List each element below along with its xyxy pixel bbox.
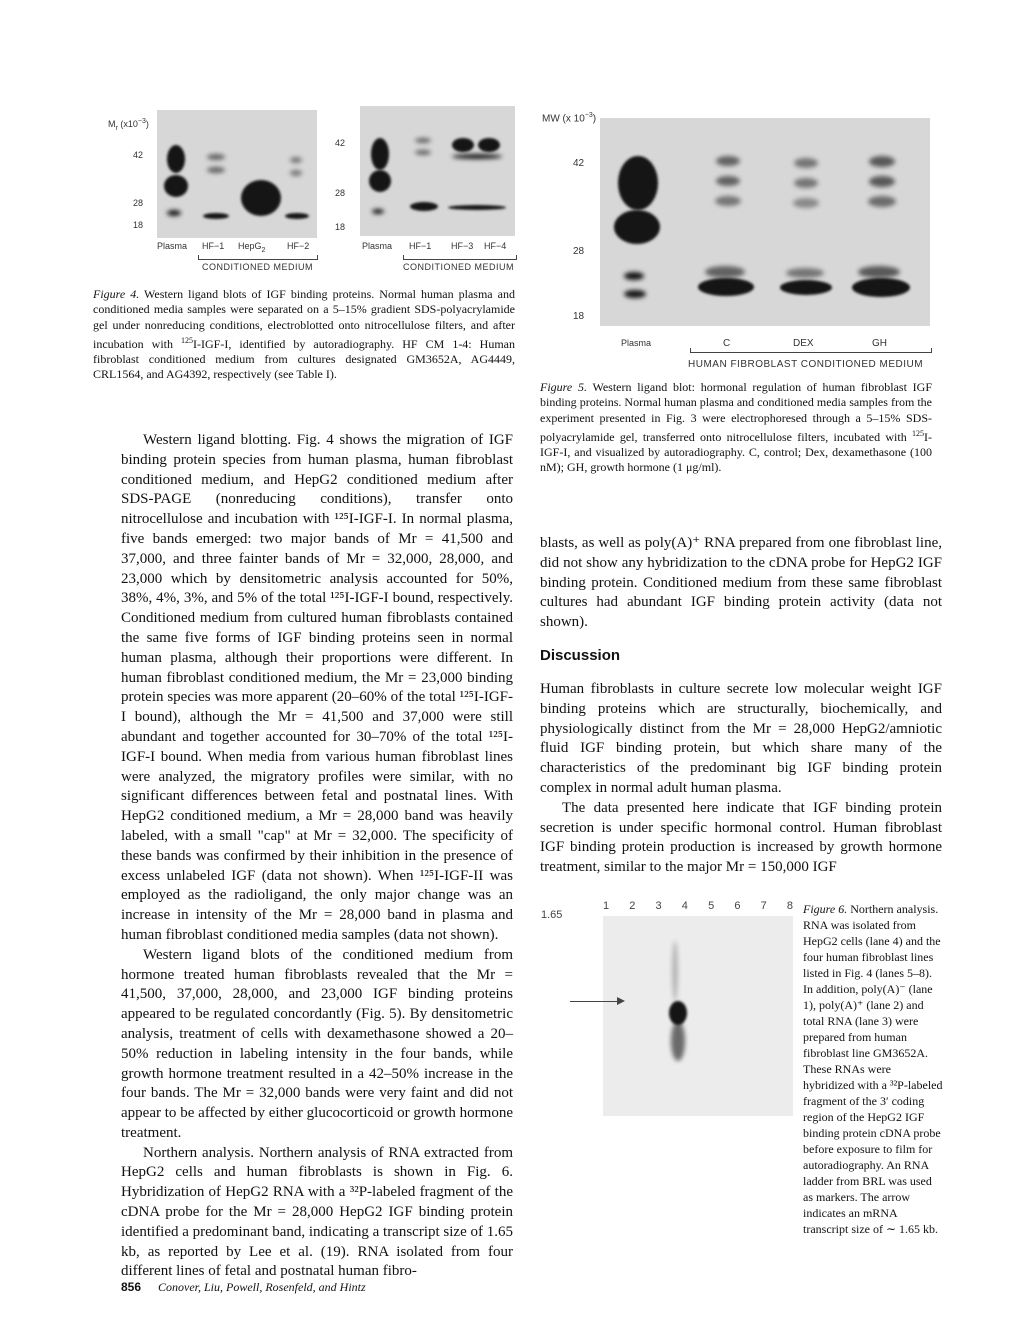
fig5-group-label: HUMAN FIBROBLAST CONDITIONED MEDIUM bbox=[688, 359, 924, 370]
fig6-lane-numbers bbox=[603, 900, 793, 912]
fig4-y-axis-label: $M_r$ $(x10^{-3})$ bbox=[108, 118, 149, 132]
fig4-gel-panel-b bbox=[360, 106, 515, 236]
fig6-lane-8: 8 bbox=[786, 900, 793, 912]
fig4b-lane-hf3: HF−3 bbox=[451, 241, 474, 251]
fig4b-lane-plasma: Plasma bbox=[362, 241, 393, 251]
fig6-marker-arrow-icon bbox=[617, 997, 625, 1005]
left-column-text bbox=[121, 431, 513, 1282]
fig5-lane-dex: DEX bbox=[793, 338, 814, 349]
fig5-y-axis-label: MW (x $10^{-3}$) bbox=[542, 112, 597, 125]
fig4b-bracket bbox=[403, 255, 517, 260]
fig5-gel bbox=[600, 118, 930, 326]
fig4b-tick-18: 18 bbox=[335, 222, 346, 232]
fig5-lane-gh: GH bbox=[872, 338, 887, 349]
fig5-tick-42: 42 bbox=[573, 158, 585, 169]
fig6-marker-arrow-line bbox=[570, 1001, 620, 1002]
paragraph-hormone-treated: Western ligand blots of the conditioned medium from hormone treated human fibroblasts revealed that the Mr = 41,500, 37,000, 28,000, and 23,000 IGF binding proteins appeared to be regulated concordantly (Fig. 5). By densitometric analysis, treatment of cells with dexamethasone showed a 20–50% reduction in labeling intensity in the four bands, while growth hormone treatment resulted in a 42–50% increase in the four bands. The Mr = 32,000 bands were very faint and did not appear to be affected by either glucocorticoid or growth hormone treatment. bbox=[121, 946, 513, 1141]
paragraph-northern-analysis: Northern analysis. Northern analysis of RNA extracted from HepG2 cells and human fibroblasts is shown in Fig. 6. Hybridization of HepG2 RNA with a ³²P-labeled fragment of the cDNA probe for the Mr = 28,000 HepG2 IGF binding protein identified a predominant band, indicating a transcript size of 1.65 kb, as reported by Lee et al. (19). RNA isolated from four different lines of fetal and postnatal human fibro- bbox=[121, 1144, 513, 1280]
fig5-lane-c: C bbox=[723, 338, 731, 349]
fig5-tick-28: 28 bbox=[573, 246, 585, 257]
paragraph-discussion-2: The data presented here indicate that IGF binding protein secretion is under specific hormonal control. Human fibroblast IGF binding protein production is increased by growth hormone treatment, similar to the major Mr = 150,000 IGF bbox=[540, 799, 942, 876]
fig4b-group-label: CONDITIONED MEDIUM bbox=[403, 262, 514, 272]
fig4b-tick-28: 28 bbox=[335, 188, 346, 198]
fig4-caption: Figure 4. Western ligand blots of IGF binding proteins. Normal human plasma and conditioned media samples were separated on a 5–15% gradient SDS-polyacrylamide gel under nonreducing conditions, electroblotted onto nitrocellulose filters, and after incubation with $^{125}$I-IGF-I, identified by autoradiography. HF CM 1-4: Human fibroblast conditioned medium from cultures designated GM3652A, AG4449, CRL1564, and AG4392, respectively (see Table I). bbox=[93, 287, 515, 382]
heading-discussion: Discussion bbox=[540, 647, 621, 664]
fig6-gel bbox=[603, 916, 793, 1116]
fig4b-tick-42: 42 bbox=[335, 138, 346, 148]
fig4a-group-label: CONDITIONED MEDIUM bbox=[202, 262, 313, 272]
fig4a-lane-hf2: HF−2 bbox=[287, 241, 310, 251]
fig4-gel-panel-a bbox=[157, 110, 317, 238]
fig4b-lane-hf1: HF−1 bbox=[409, 241, 432, 251]
fig5-lane-plasma: Plasma bbox=[621, 338, 652, 348]
paragraph-western-ligand-blotting: Western ligand blotting. Fig. 4 shows the migration of IGF binding protein species from human plasma, human fibroblast conditioned medium, and HepG2 conditioned medium after SDS-PAGE (nonreducing conditions), transfer onto nitrocellulose and incubation with ¹²⁵I-IGF-I. In normal plasma, five bands emerged: two major bands of Mr = 41,500 and 37,000, and three fainter bands of Mr = 32,000, 28,000, and 23,000 which by densitometric analysis accounted for 50%, 38%, 4%, 3%, and 5% of the total ¹²⁵I-IGF-I bound, respectively. Conditioned medium from cultured human fibroblasts contained the same five forms of IGF binding proteins seen in normal human plasma, although their proportions were different. In human fibroblast conditioned medium, the Mr = 23,000 binding protein species was more apparent (20–60% of the total ¹²⁵I-IGF-I bound), although the Mr = 41,500 and 37,000 were still abundant and together accounted for 30–70% of the total ¹²⁵I-IGF-I bound. When media from various human fibroblast lines were analyzed, the migratory profiles were similar, with no significant differences between fetal and postnatal lines. With HepG2 conditioned medium, a Mr = 28,000 band was heavily labeled, with a small "cap" at Mr = 32,000. The specificity of these bands was confirmed by their inhibition in the presence of excess unlabeled IGF (data not shown). When ¹²⁵I-IGF-II was employed as the radioligand, the only major change was an increase in intensity of the Mr = 28,000 band in plasma and human fibroblast conditioned media samples (data not shown). bbox=[121, 432, 513, 943]
paragraph-discussion-1: Human fibroblasts in culture secrete low molecular weight IGF binding proteins which are structurally, biochemically, and physiologically distinct from the Mr = 28,000 HepG2/amniotic fluid IGF binding protein, but which share many of the characteristics of the predominant big IGF binding protein complex in normal adult human plasma. bbox=[540, 681, 942, 796]
fig5-bracket bbox=[690, 348, 932, 353]
fig4a-lane-plasma: Plasma bbox=[157, 241, 188, 251]
fig4b-lane-hf4: HF−4 bbox=[484, 241, 507, 251]
running-authors: Conover, Liu, Powell, Rosenfeld, and Hintz bbox=[158, 1280, 366, 1294]
fig6-lane-4: 4 bbox=[681, 900, 688, 912]
fig6-lane-7: 7 bbox=[760, 900, 767, 912]
fig6-marker-label: 1.65 bbox=[541, 909, 563, 921]
fig6-lane-3: 3 bbox=[655, 900, 662, 912]
fig6-lane-1: 1 bbox=[603, 900, 610, 912]
fig5-caption: Figure 5. Western ligand blot: hormonal regulation of human fibroblast IGF binding proteins. Normal human plasma and conditioned media samples from the experiment presented in Fig. 3 were electrophoresed through a 5–15% SDS-polyacrylamide gel, transferred onto nitrocellulose filters, incubated with $^{125}$I-IGF-I, and visualized by autoradiography. C, control; Dex, dexamethasone (100 nM); GH, growth hormone (1 μg/ml). bbox=[540, 380, 932, 475]
fig4a-lane-hf1: HF−1 bbox=[202, 241, 225, 251]
fig6-caption: Figure 6. Northern analysis. RNA was isolated from HepG2 cells (lane 4) and the four human fibroblast lines listed in Fig. 4 (lanes 5–8). In addition, poly(A)⁻ (lane 1), poly(A)⁺ (lane 2) and total RNA (lane 3) were prepared from human fibroblast line GM3652A. These RNAs were hybridized with a ³²P-labeled fragment of the 3′ coding region of the HepG2 IGF binding protein cDNA probe before exposure to film for autoradiography. An RNA ladder from BRL was used as markers. The arrow indicates an mRNA transcript size of ∼ 1.65 kb. bbox=[803, 902, 943, 1236]
right-column-text-discussion bbox=[540, 680, 942, 878]
fig4-tick-28: 28 bbox=[133, 198, 144, 208]
page-number: 856 bbox=[121, 1280, 142, 1294]
fig6-lane-5: 5 bbox=[708, 900, 715, 912]
fig4-tick-18: 18 bbox=[133, 220, 144, 230]
fig4a-bracket bbox=[198, 255, 318, 260]
paragraph-blasts: blasts, as well as poly(A)⁺ RNA prepared from one fibroblast line, did not show any hybridization to the cDNA probe for HepG2 IGF binding protein. Conditioned medium from these same fibroblast cultures had abundant IGF binding protein activity (data not shown). bbox=[540, 535, 942, 631]
fig6-lane-6: 6 bbox=[734, 900, 741, 912]
fig4-tick-42: 42 bbox=[133, 150, 144, 160]
fig5-tick-18: 18 bbox=[573, 311, 585, 322]
right-column-text-top bbox=[540, 534, 942, 633]
fig6-lane-2: 2 bbox=[629, 900, 636, 912]
fig4a-lane-hepg2: HepG$_2$ bbox=[238, 241, 266, 254]
